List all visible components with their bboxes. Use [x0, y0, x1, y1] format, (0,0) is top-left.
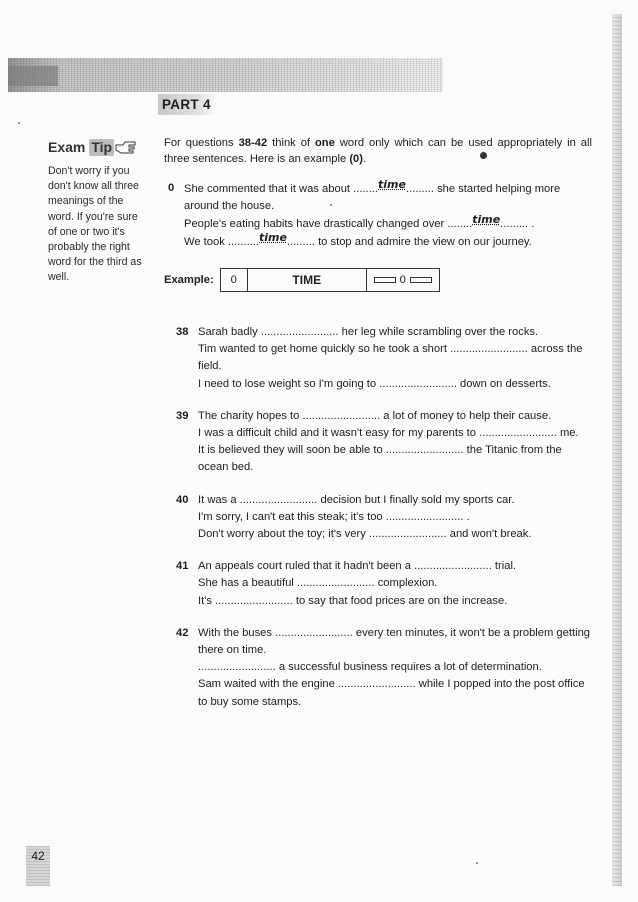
- instr-middle: think of: [267, 137, 315, 149]
- question-sentence: ......................... a successful business requires a lot of determination.: [198, 661, 542, 674]
- question-sentence: Tim wanted to get home quickly so he took a short ......................... across the field.: [198, 343, 583, 373]
- instructions: [164, 136, 592, 167]
- question-sentence: The charity hopes to ......................... a lot of money to help their cause.: [198, 409, 552, 422]
- question-sentence: With the buses ......................... every ten minutes, it won't be a problem getting there on time.: [198, 626, 591, 657]
- example-number: 0: [168, 182, 175, 194]
- example-line-1: [184, 180, 592, 215]
- question-sentence: Don't worry about the toy; it's very ......................... and won't break.: [198, 528, 532, 541]
- question-38: [176, 324, 590, 393]
- question-sentence: Sarah badly ......................... her leg while scrambling over the rocks.: [198, 326, 539, 338]
- page-edge-scan-artifact: [612, 14, 622, 886]
- question-42: [176, 625, 590, 711]
- example-line-3: [184, 233, 592, 251]
- ex2-before: People's eating habits have drastically changed over ........: [184, 218, 473, 230]
- instr-suffix: word only which can be used appropriately in all three sentences. Here is an example: [164, 137, 593, 165]
- example-box-answer-grid: [367, 269, 439, 291]
- question-40: [176, 492, 590, 544]
- ex1-before: She commented that it was about ........: [184, 183, 379, 195]
- question-sentence: It is believed they will soon be able to ......................... the Titanic from the ocean bed.: [198, 444, 562, 474]
- question-sentence: I was a difficult child and it wasn't easy for my parents to ......................... me.: [198, 427, 579, 440]
- page-number: 42: [26, 846, 50, 886]
- question-sentence: An appeals court ruled that it hadn't been a ......................... trial.: [198, 560, 517, 573]
- question-sentence: It's ......................... to say that food prices are on the increase.: [198, 594, 508, 607]
- part-title: PART 4: [158, 94, 217, 115]
- ex2-answer: time: [472, 213, 501, 226]
- instr-end: .: [363, 152, 367, 165]
- example-label: Example:: [164, 273, 214, 286]
- ink-dot: [480, 152, 487, 159]
- question-number: 41: [176, 560, 189, 573]
- scan-speck: [330, 204, 332, 206]
- question-sentence: I'm sorry, I can't eat this steak; it's too ......................... .: [198, 510, 470, 523]
- instr-example-ref: (0): [349, 152, 364, 165]
- answer-grid-bar: [374, 277, 396, 283]
- example-answer-box: [164, 268, 440, 292]
- question-number: 38: [176, 326, 189, 338]
- question-sentence: Sam waited with the engine ......................... while I popped into the post office to buy some stamps.: [198, 678, 585, 708]
- example-question: [168, 180, 592, 251]
- example-box-number: 0: [221, 269, 248, 291]
- exam-tip-heading-word2: Tip: [91, 138, 113, 155]
- question-number: 40: [176, 493, 189, 506]
- ex3-before: We took ..........: [184, 236, 260, 248]
- question-list: [176, 324, 590, 726]
- scan-speck: [18, 122, 20, 124]
- question-sentence: I need to lose weight so I'm going to ......................... down on desserts.: [198, 377, 551, 390]
- instr-one: one: [314, 137, 335, 149]
- instr-prefix: For questions: [164, 137, 239, 149]
- question-number: 42: [176, 626, 189, 639]
- question-41: [176, 558, 590, 610]
- answer-grid-bar: [410, 277, 432, 283]
- scan-speck: [476, 862, 478, 864]
- instructions-block: [164, 136, 592, 167]
- ex3-after: ......... to stop and admire the view on our journey.: [286, 236, 532, 248]
- question-number: 39: [176, 409, 189, 422]
- question-39: [176, 408, 590, 477]
- answer-grid-digit: 0: [399, 273, 406, 286]
- ex2-after: ......... .: [500, 218, 535, 230]
- exam-tip-heading: [48, 136, 148, 158]
- question-sentence: It was a ......................... decision but I finally sold my sports car.: [198, 493, 515, 506]
- scanned-header-band: [8, 58, 443, 92]
- instr-range: 38-42: [238, 137, 268, 149]
- example-line-2: [184, 215, 592, 233]
- pointing-hand-icon: [115, 140, 137, 154]
- example-answer-table: [220, 268, 440, 292]
- ex3-answer: time: [259, 231, 287, 244]
- ex1-after: ......... she started helping more around the house.: [184, 183, 561, 212]
- exam-tip-text: Don't worry if you don't know all three meanings of the word. If you're sure of one or two it's probably the right word for the third as well.: [48, 165, 142, 284]
- exam-tip-heading-word1: Exam: [48, 138, 86, 155]
- ex1-answer: time: [378, 178, 406, 191]
- header-band-shade: [8, 66, 58, 86]
- exam-tip-sidebar: [48, 136, 148, 286]
- question-sentence: She has a beautiful ......................... complexion.: [198, 577, 438, 590]
- example-box-word: TIME: [248, 269, 367, 291]
